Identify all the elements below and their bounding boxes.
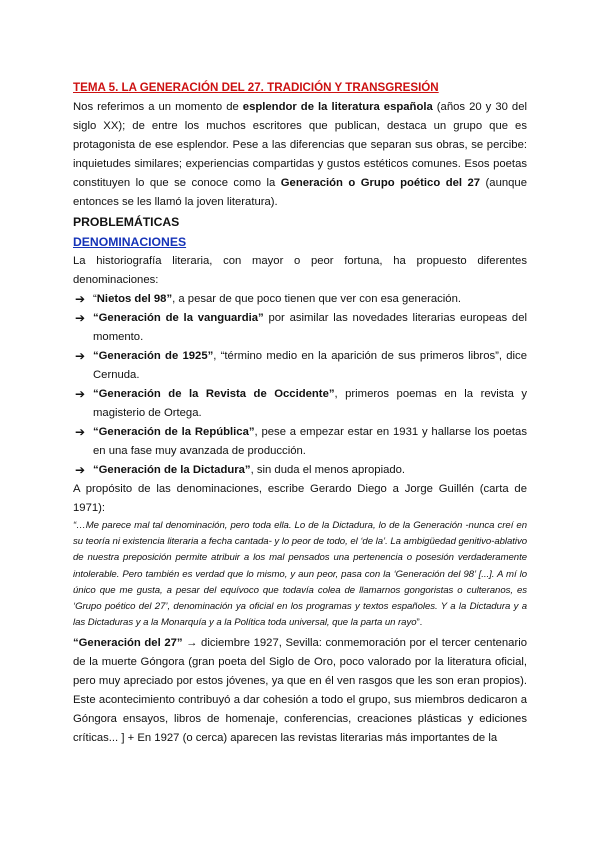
denominaciones-list bbox=[73, 290, 527, 480]
item-text: por asimilar las novedades literarias europeas del momento. bbox=[93, 312, 527, 343]
item-bold: “Generación de la República” bbox=[93, 426, 255, 438]
intro-text-1: Nos referimos a un momento de bbox=[73, 101, 243, 113]
intro-text-2: (años 20 y 30 del siglo XX); de entre los muchos escritores que publican, destaca un grupo que es protagonista de ese esplendor. Pese a las diferencias que separan sus obras, se percibe: inquietudes similares; experiencias compartidas y gustos estéticos comunes. Esos poetas constituyen lo que se conoce como la bbox=[73, 101, 527, 189]
document-title: TEMA 5. LA GENERACIÓN DEL 27. TRADICIÓN Y TRANSGRESIÓN bbox=[73, 81, 439, 94]
arrow-icon: ➔ bbox=[75, 425, 86, 439]
list-item bbox=[73, 461, 527, 480]
intro-paragraph bbox=[73, 98, 527, 212]
quote-end: ”. bbox=[416, 617, 423, 629]
g27-arrow: → bbox=[182, 637, 202, 650]
item-text: , sin duda el menos apropiado. bbox=[250, 464, 406, 476]
list-item bbox=[73, 309, 527, 347]
g27-bold: “Generación del 27” bbox=[73, 637, 183, 650]
item-bold: Nietos del 98” bbox=[96, 293, 173, 305]
item-text: , primeros poemas en la revista y magisterio de Ortega. bbox=[93, 388, 527, 419]
arrow-icon: ➔ bbox=[75, 463, 86, 477]
item-text: , “término medio en la aparición de sus primeros libros”, dice Cernuda. bbox=[93, 350, 527, 381]
denominaciones-intro: La historiografía literaria, con mayor o peor fortuna, ha propuesto diferentes denominaciones: bbox=[73, 255, 527, 286]
subsection-title: DENOMINACIONES bbox=[73, 235, 187, 249]
list-item bbox=[73, 347, 527, 385]
intro-bold-2: Generación o Grupo poético del 27 bbox=[280, 177, 481, 189]
intro-bold-1: esplendor de la literatura española bbox=[242, 101, 433, 113]
item-bold: “Generación de 1925” bbox=[93, 350, 214, 362]
item-bold: “Generación de la Revista de Occidente” bbox=[93, 388, 335, 400]
quote-intro: A propósito de las denominaciones, escribe Gerardo Diego a Jorge Guillén (carta de 1971): bbox=[73, 483, 527, 514]
list-item bbox=[73, 290, 527, 309]
g27-text: diciembre 1927, Sevilla: conmemoración por el tercer centenario de la muerte Góngora (gran poeta del Siglo de Oro, poco valorado por la literatura oficial, pero muy apreciado por estos jóvenes, ya que en él ven rasgos que les son eran propios). Este acontecimiento contribuyó a dar cohesión a todo el grupo, sus miembros dedicaron a Góngora ensayos, libros de homenaje, conferencias, creaciones plásticas y ediciones críticas... ] + En 1927 (o cerca) aparecen las revistas literarias más importantes de la bbox=[73, 637, 527, 745]
quote-text: “…Me parece mal tal denominación, pero toda ella. Lo de la Dictadura, lo de la Generación -nunca creí en su teoría ni existencia literaria a fecha cantada- y lo peor de todo, el ‘de la’. La ambigüedad genitivo-ablativo de nuestra preposición permite atribuir a los mal pensados una pertenencia o posesión verdaderamente intolerable. Pero también es verdad que lo mismo, y aun peor, pasa con la ‘Generación del 98’ [...]. A mí lo único que me gusta, a pesar del equívoco que todavía colea de llamarnos gongoristas o culteranos, es ‘Grupo poético del 27’, denominación ya oficial en los programas y textos españoles. Y a la Dictadura y a las Dictaduras y a la Monarquía y a la Política toda universal, que la parta un rayo bbox=[73, 520, 527, 629]
arrow-icon: ➔ bbox=[75, 311, 86, 325]
generation-27-paragraph bbox=[73, 634, 527, 748]
item-bold: “Generación de la Dictadura” bbox=[93, 464, 251, 476]
item-text: , pese a empezar estar en 1931 y hallarse los poetas en una fase muy avanzada de producción. bbox=[93, 426, 527, 457]
list-item bbox=[73, 385, 527, 423]
arrow-icon: ➔ bbox=[75, 349, 86, 363]
intro-text-3: (aunque entonces se les llamó la joven literatura). bbox=[73, 177, 527, 208]
item-pre: “ bbox=[93, 293, 97, 305]
quote-block bbox=[73, 518, 527, 631]
list-item bbox=[73, 423, 527, 461]
arrow-icon: ➔ bbox=[75, 387, 86, 401]
item-text: , a pesar de que poco tienen que ver con esa generación. bbox=[172, 293, 462, 305]
item-bold: “Generación de la vanguardia” bbox=[93, 312, 264, 324]
section-title: PROBLEMÁTICAS bbox=[73, 215, 180, 229]
arrow-icon: ➔ bbox=[75, 292, 86, 306]
document-page bbox=[73, 78, 527, 748]
